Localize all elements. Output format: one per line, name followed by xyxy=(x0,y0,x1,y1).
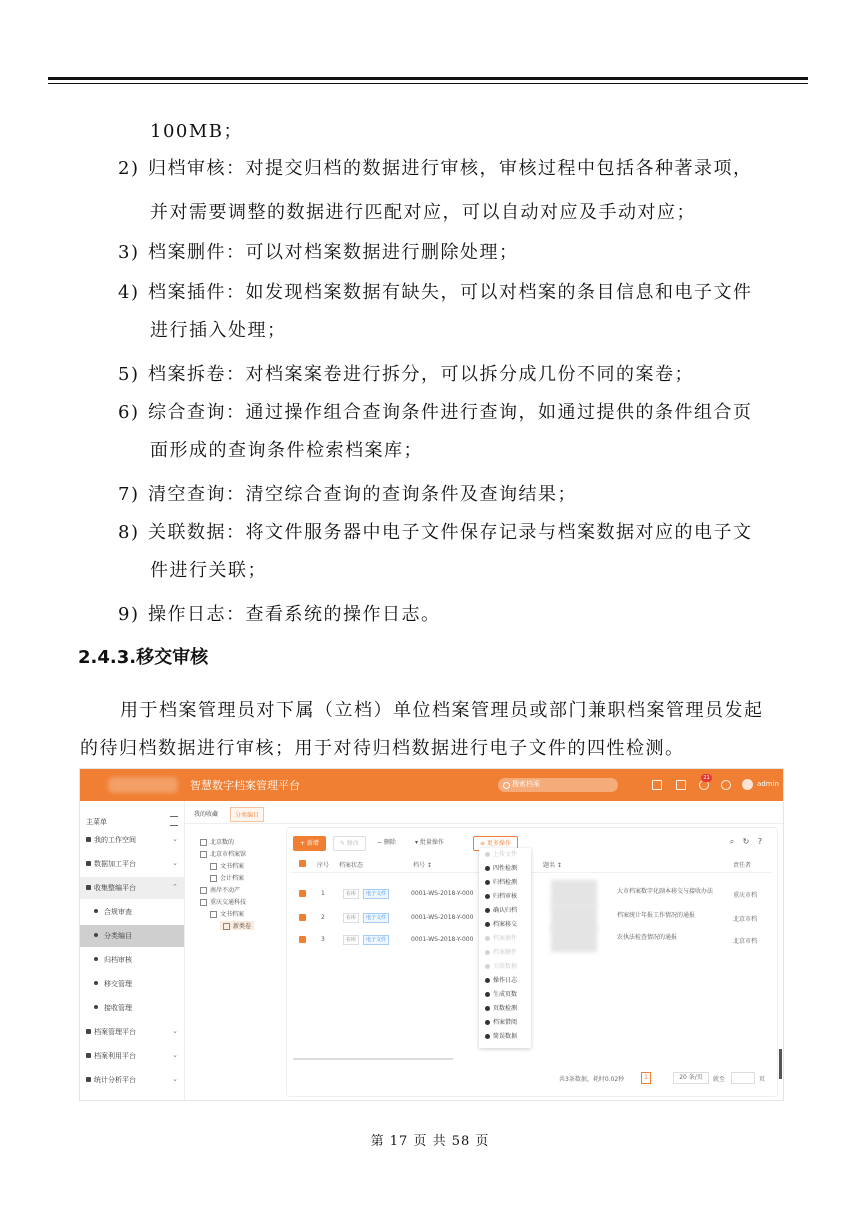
menu-item[interactable] xyxy=(479,932,531,946)
list-item-continuation: 并对需要调整的数据进行匹配对应，可以自动对应及手动对应； xyxy=(150,202,696,223)
sidebar-item[interactable] xyxy=(80,949,184,971)
archive-tree xyxy=(192,831,282,1031)
pager-size-select[interactable]: 20 条/页 xyxy=(673,1072,709,1084)
paragraph-line-1: 用于档案管理员对下属（立档）单位档案管理员或部门兼职档案管理员发起 xyxy=(120,700,764,721)
more-actions-menu xyxy=(479,848,531,1048)
list-item-text: 档案插件：如发现档案数据有缺失，可以对档案的条目信息和电子文件 xyxy=(148,282,753,303)
menu-item-icon xyxy=(485,852,490,857)
chevron-icon: ⌄ xyxy=(172,859,178,867)
edit-button[interactable]: ✎ 修改 xyxy=(333,836,366,851)
sidebar-item[interactable] xyxy=(80,877,184,899)
list-item xyxy=(118,483,577,507)
menu-item-label: 生成页数 xyxy=(493,991,518,998)
help-icon[interactable]: ? xyxy=(757,837,763,846)
col-title[interactable]: 题名 ↕ xyxy=(543,862,562,869)
sidebar-item-label: 统计分析平台 xyxy=(94,1076,136,1084)
tree-node[interactable]: 文书档案 xyxy=(210,909,244,918)
sidebar-header: 主菜单 xyxy=(86,818,107,826)
list-item xyxy=(118,401,753,425)
menu-item[interactable] xyxy=(479,960,531,974)
list-item-number: 2) xyxy=(118,158,140,179)
row-person: 北京市档 xyxy=(733,916,758,923)
status-badge: 在库 xyxy=(343,935,359,945)
menu-item[interactable] xyxy=(479,1030,531,1044)
menu-item-label: 页数检测 xyxy=(493,1005,518,1012)
list-item-text: 档案拆卷：对档案案卷进行拆分，可以拆分成几份不同的案卷； xyxy=(148,364,694,385)
menu-item[interactable] xyxy=(479,876,531,890)
pager-unit: 页 xyxy=(759,1076,766,1083)
scroll-handle[interactable] xyxy=(779,1049,782,1079)
menu-item-icon xyxy=(485,992,490,997)
menu-item[interactable] xyxy=(479,1002,531,1016)
horizontal-scrollbar[interactable] xyxy=(293,1058,453,1060)
menu-item-icon xyxy=(485,1034,490,1039)
col-seq: 序号 xyxy=(317,862,330,869)
sidebar-item[interactable] xyxy=(80,1045,184,1067)
menu-item-label: 上传文件 xyxy=(493,851,518,858)
row-person: 北京市档 xyxy=(733,938,758,945)
delete-button[interactable]: − 删除 xyxy=(371,836,402,849)
list-item-text: 档案删件：可以对档案数据进行删除处理； xyxy=(148,242,519,263)
col-person: 责任者 xyxy=(733,862,752,869)
menu-item-label: 档案借阅 xyxy=(493,1019,518,1026)
tab-favorites[interactable]: 我的收藏 xyxy=(194,811,219,818)
list-item-number: 6) xyxy=(118,402,140,423)
more-actions-button[interactable]: ≡ 更多操作 xyxy=(473,836,518,851)
chevron-icon: ⌄ xyxy=(172,1051,178,1059)
menu-item-label: 档案删件 xyxy=(493,949,518,956)
list-item xyxy=(118,363,694,387)
tree-node[interactable]: 重庆交通科技 xyxy=(200,897,246,906)
list-item-number: 5) xyxy=(118,364,140,385)
paragraph-line-2: 的待归档数据进行审核；用于对待归档数据进行电子文件的四性检测。 xyxy=(80,738,685,759)
menu-icon xyxy=(86,837,91,842)
list-item-number: 3) xyxy=(118,242,140,263)
col-status: 档案状态 xyxy=(339,862,364,869)
list-item-continuation: 件进行关联； xyxy=(150,560,267,581)
sidebar-item-label: 档案管理平台 xyxy=(94,1028,136,1036)
list-item-number: 8) xyxy=(118,522,140,543)
menu-item-icon xyxy=(485,1020,490,1025)
list-item xyxy=(118,241,519,265)
pager-summary: 共3条数据，耗时0.02秒 xyxy=(559,1076,625,1083)
menu-item-label: 归档审核 xyxy=(493,893,518,900)
header-rule-thin xyxy=(48,83,808,84)
sidebar-item[interactable] xyxy=(80,973,184,995)
chevron-icon: ⌄ xyxy=(172,1027,178,1035)
menu-item[interactable] xyxy=(479,890,531,904)
menu-icon xyxy=(94,1005,98,1009)
menu-icon xyxy=(94,957,98,961)
tab-bar xyxy=(184,801,783,824)
sidebar-item[interactable] xyxy=(80,853,184,875)
sidebar-item[interactable] xyxy=(80,925,184,947)
sidebar-item[interactable] xyxy=(80,901,184,923)
tree-node[interactable]: 北京市档案馆 xyxy=(200,849,246,858)
chevron-icon: ⌄ xyxy=(172,1075,178,1083)
status-badge: 电子文件 xyxy=(363,935,389,945)
app-topbar xyxy=(80,769,783,801)
menu-item-icon xyxy=(485,866,490,871)
cart-icon[interactable] xyxy=(676,780,686,790)
sidebar-item-label: 分类编目 xyxy=(104,932,132,940)
row-code: 0001-WS-2018-Y-000 xyxy=(411,914,474,921)
sidebar-item[interactable] xyxy=(80,1021,184,1043)
sidebar-item-label: 合规审查 xyxy=(104,908,132,916)
row-checkbox[interactable] xyxy=(299,936,306,943)
menu-icon xyxy=(86,1077,91,1082)
menu-item-label: 关联数据 xyxy=(493,963,518,970)
user-name[interactable]: admin xyxy=(757,780,779,788)
settings-icon[interactable] xyxy=(721,780,731,790)
list-item xyxy=(118,157,753,181)
menu-item[interactable] xyxy=(479,1016,531,1030)
row-title[interactable]: 档案统计年报工作情况的通报 xyxy=(617,912,696,919)
menu-icon xyxy=(86,1053,91,1058)
sidebar-item-label: 移交管理 xyxy=(104,980,132,988)
menu-item-icon xyxy=(485,950,490,955)
menu-item[interactable] xyxy=(479,918,531,932)
row-checkbox[interactable] xyxy=(299,890,306,897)
embedded-screenshot xyxy=(79,768,784,1101)
menu-item-icon xyxy=(485,880,490,885)
list-item-number: 4) xyxy=(118,282,140,303)
menu-item[interactable] xyxy=(479,946,531,960)
sidebar-item-label: 档案利用平台 xyxy=(94,1052,136,1060)
header-rule xyxy=(48,77,808,80)
tree-node[interactable]: 会计档案 xyxy=(210,873,244,882)
menu-item-label: 档案插件 xyxy=(493,935,518,942)
logo xyxy=(108,777,178,793)
sidebar-item-label: 归档审核 xyxy=(104,956,132,964)
menu-item-icon xyxy=(485,922,490,927)
chevron-icon: ⌄ xyxy=(172,835,178,843)
sidebar-item-label: 收集整编平台 xyxy=(94,884,136,892)
sidebar-item-label: 我的工作空间 xyxy=(94,836,136,844)
status-badge: 在库 xyxy=(343,913,359,923)
menu-item[interactable] xyxy=(479,904,531,918)
sidebar-item-label: 接收管理 xyxy=(104,1004,132,1012)
list-item-text: 关联数据：将文件服务器中电子文件保存记录与档案数据对应的电子文 xyxy=(148,522,753,543)
menu-item[interactable] xyxy=(479,988,531,1002)
page-footer: 第 17 页 共 58 页 xyxy=(370,1134,490,1149)
tree-node[interactable]: 北京数的 xyxy=(200,837,234,846)
menu-item[interactable] xyxy=(479,848,531,862)
row-code: 0001-WS-2018-Y-000 xyxy=(411,936,474,943)
tree-node[interactable]: 南岸不动产 xyxy=(200,885,240,894)
list-item xyxy=(118,603,441,627)
pager-goto-label: 就至 xyxy=(713,1076,726,1083)
list-item-continuation: 面形成的查询条件检索档案库； xyxy=(150,440,423,461)
tab-classification[interactable]: 分类编目 xyxy=(230,807,264,822)
sidebar xyxy=(80,801,185,1100)
col-code[interactable]: 档号 ↕ xyxy=(413,862,432,869)
row-seq: 3 xyxy=(321,936,325,943)
menu-icon xyxy=(94,933,98,937)
list-item-text: 清空查询：清空综合查询的查询条件及查询结果； xyxy=(148,484,577,505)
menu-item-icon xyxy=(485,894,490,899)
row-code: 0001-WS-2018-Y-000 xyxy=(411,890,474,897)
refresh-icon[interactable]: ↻ xyxy=(742,837,750,846)
search-input[interactable] xyxy=(498,778,618,792)
search-icon xyxy=(503,782,510,789)
menu-item-label: 操作日志 xyxy=(493,977,518,984)
menu-item-icon xyxy=(485,1006,490,1011)
menu-item-icon xyxy=(485,936,490,941)
select-all-checkbox[interactable] xyxy=(299,860,306,867)
menu-item-label: 确认归档 xyxy=(493,907,518,914)
redacted-cell xyxy=(551,926,597,952)
continued-line: 100MB； xyxy=(150,121,244,142)
menu-toggle-icon[interactable] xyxy=(170,816,178,826)
menu-item-icon xyxy=(485,964,490,969)
menu-item-label: 档案移交 xyxy=(493,921,518,928)
menu-icon xyxy=(86,885,91,890)
list-item-continuation: 进行插入处理； xyxy=(150,320,287,341)
menu-item[interactable] xyxy=(479,974,531,988)
menu-icon xyxy=(86,1029,91,1034)
menu-item-label: 四性检测 xyxy=(493,865,518,872)
list-item-text: 综合查询：通过操作组合查询条件进行查询，如通过提供的条件组合页 xyxy=(148,402,753,423)
status-badge: 电子文件 xyxy=(363,889,389,899)
row-title[interactable]: 大市档案数字化副本移交与接收办法 xyxy=(617,888,714,895)
list-item xyxy=(118,281,753,305)
menu-item-label: 简误数据 xyxy=(493,1033,518,1040)
row-title[interactable]: 农执法检查情况的通报 xyxy=(617,934,678,941)
notification-badge: 21 xyxy=(701,774,712,782)
add-button[interactable]: + 新增 xyxy=(293,836,326,851)
avatar[interactable] xyxy=(742,779,753,790)
search-icon[interactable]: ⌕ xyxy=(729,837,735,846)
divider xyxy=(291,872,771,873)
menu-item-icon xyxy=(485,908,490,913)
section-heading: 2.4.3.移交审核 xyxy=(78,647,209,668)
menu-icon xyxy=(86,861,91,866)
list-item-number: 7) xyxy=(118,484,140,505)
grid-icon[interactable] xyxy=(652,780,662,790)
menu-icon xyxy=(94,981,98,985)
batch-button[interactable]: ▾ 批量操作 xyxy=(409,836,450,849)
row-person: 重庆市档 xyxy=(733,892,758,899)
pager-goto-input[interactable] xyxy=(731,1072,755,1084)
row-seq: 1 xyxy=(321,890,325,897)
app-title: 智慧数字档案管理平台 xyxy=(190,779,300,792)
sidebar-item[interactable] xyxy=(80,1069,184,1091)
menu-item[interactable] xyxy=(479,862,531,876)
menu-icon xyxy=(94,909,98,913)
sidebar-item-label: 数据加工平台 xyxy=(94,860,136,868)
list-item-text: 操作日志：查看系统的操作日志。 xyxy=(148,604,441,625)
chevron-icon: ⌃ xyxy=(172,883,178,891)
list-item-number: 9) xyxy=(118,604,140,625)
sidebar-item[interactable] xyxy=(80,997,184,1019)
menu-item-label: 归档检测 xyxy=(493,879,518,886)
list-item-text: 归档审核：对提交归档的数据进行审核，审核过程中包括各种著录项， xyxy=(148,158,753,179)
tree-node[interactable]: 文书档案 xyxy=(210,861,244,870)
list-item xyxy=(118,521,753,545)
row-seq: 2 xyxy=(321,914,325,921)
tree-node-selected[interactable]: 新类卷 xyxy=(220,921,254,930)
menu-item-icon xyxy=(485,978,490,983)
redacted-cell xyxy=(551,880,597,906)
records-panel xyxy=(286,827,778,1097)
search-placeholder: 搜索档案 xyxy=(512,780,540,788)
pager-page[interactable]: 1 xyxy=(641,1072,651,1084)
sidebar-item[interactable] xyxy=(80,829,184,851)
status-badge: 在库 xyxy=(343,889,359,899)
row-checkbox[interactable] xyxy=(299,914,306,921)
status-badge: 电子文件 xyxy=(363,913,389,923)
